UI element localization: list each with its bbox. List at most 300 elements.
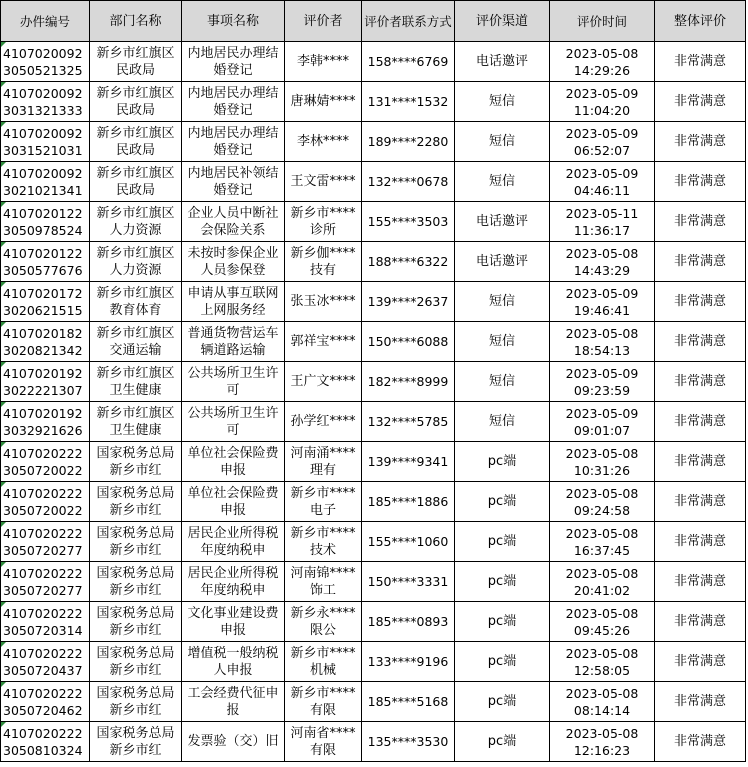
item-name-cell[interactable] — [182, 402, 285, 442]
rating-cell-text: 非常满意 — [673, 574, 726, 589]
evaluator-cell[interactable] — [285, 682, 362, 722]
case-id-cell-text: 41070202223050720277 — [3, 565, 83, 598]
contact-cell-text: 139****9341 — [367, 454, 449, 469]
item-name-cell[interactable] — [182, 602, 285, 642]
item-name-cell-text: 单位社会保险费申报 — [187, 485, 279, 518]
contact-cell-text: 188****6322 — [367, 254, 449, 269]
rating-cell[interactable] — [655, 42, 746, 82]
item-name-cell[interactable] — [182, 562, 285, 602]
case-id-cell[interactable] — [1, 682, 90, 722]
channel-cell[interactable] — [455, 682, 550, 722]
table-row — [1, 322, 746, 362]
rating-cell-text: 非常满意 — [673, 334, 726, 349]
evaluator-cell[interactable] — [285, 642, 362, 682]
contact-cell[interactable] — [362, 282, 455, 322]
channel-cell-text: pc端 — [487, 494, 517, 509]
contact-cell-text: 139****2637 — [367, 294, 449, 309]
department-cell-text: 国家税务总局新乡市红 — [96, 645, 175, 678]
case-id-cell-text: 41070202223050720022 — [3, 485, 83, 518]
eval-clock-time: 14:43:29 — [573, 262, 631, 278]
department-cell[interactable] — [90, 122, 182, 162]
channel-cell-text: pc端 — [487, 534, 517, 549]
item-name-cell[interactable] — [182, 682, 285, 722]
case-id-cell[interactable] — [1, 242, 90, 282]
eval-clock-time: 12:16:23 — [573, 742, 631, 758]
case-id-cell[interactable] — [1, 362, 90, 402]
channel-cell-text: 短信 — [488, 94, 515, 109]
error-flag-icon — [1, 322, 6, 327]
rating-cell-text: 非常满意 — [673, 414, 726, 429]
item-name-cell[interactable] — [182, 642, 285, 682]
eval-time-cell[interactable] — [550, 322, 655, 362]
eval-clock-time: 12:58:05 — [573, 662, 631, 678]
error-flag-icon — [1, 242, 6, 247]
item-name-cell-text: 内地居民办理结婚登记 — [187, 45, 279, 78]
eval-clock-time: 09:23:59 — [573, 382, 631, 398]
item-name-cell[interactable] — [182, 42, 285, 82]
table-row — [1, 522, 746, 562]
channel-cell[interactable] — [455, 162, 550, 202]
header-eval-time: 评价时间 — [550, 1, 655, 42]
eval-time-cell[interactable] — [550, 202, 655, 242]
eval-clock-time: 09:01:07 — [573, 422, 631, 438]
department-cell[interactable] — [90, 402, 182, 442]
item-name-cell-text: 申请从事互联网上网服务经 — [187, 285, 279, 318]
rating-cell[interactable] — [655, 282, 746, 322]
item-name-cell[interactable] — [182, 362, 285, 402]
rating-cell[interactable] — [655, 482, 746, 522]
rating-cell[interactable] — [655, 82, 746, 122]
error-flag-icon — [1, 602, 6, 607]
item-name-cell[interactable] — [182, 322, 285, 362]
item-name-cell-text: 内地居民办理结婚登记 — [187, 125, 279, 158]
evaluator-cell-text: 新乡伽****技有 — [290, 245, 356, 278]
evaluator-cell-text: 新乡市****诊所 — [290, 205, 356, 238]
channel-cell-text: 短信 — [488, 174, 515, 189]
eval-time-cell[interactable] — [550, 402, 655, 442]
case-id-cell[interactable] — [1, 202, 90, 242]
rating-cell[interactable] — [655, 642, 746, 682]
department-cell[interactable] — [90, 242, 182, 282]
rating-cell-text: 非常满意 — [673, 294, 726, 309]
department-cell[interactable] — [90, 722, 182, 762]
eval-time-cell[interactable] — [550, 82, 655, 122]
case-id-cell-text: 41070200923050521325 — [3, 45, 83, 78]
channel-cell[interactable] — [455, 282, 550, 322]
rating-cell[interactable] — [655, 682, 746, 722]
item-name-cell-text: 企业人员中断社会保险关系 — [187, 205, 279, 238]
evaluator-cell[interactable] — [285, 322, 362, 362]
contact-cell-text: 131****1532 — [367, 94, 449, 109]
eval-clock-time: 04:46:11 — [573, 182, 631, 198]
case-id-cell-text: 41070201223050978524 — [3, 205, 83, 238]
channel-cell[interactable] — [455, 242, 550, 282]
eval-date: 2023-05-08 — [565, 45, 639, 61]
table-row — [1, 242, 746, 282]
item-name-cell[interactable] — [182, 202, 285, 242]
table-row — [1, 42, 746, 82]
department-cell-text: 新乡市红旗区交通运输 — [96, 325, 175, 358]
table-row — [1, 602, 746, 642]
evaluator-cell-text: 唐琳婧**** — [290, 94, 356, 109]
rating-cell-text: 非常满意 — [673, 734, 726, 749]
rating-cell[interactable] — [655, 122, 746, 162]
evaluator-cell[interactable] — [285, 282, 362, 322]
contact-cell-text: 132****0678 — [367, 174, 449, 189]
contact-cell[interactable] — [362, 442, 455, 482]
eval-time-cell[interactable] — [550, 282, 655, 322]
contact-cell[interactable] — [362, 122, 455, 162]
eval-date: 2023-05-09 — [565, 405, 639, 421]
eval-time-cell[interactable] — [550, 602, 655, 642]
item-name-cell-text: 工会经费代征申报 — [187, 685, 279, 718]
eval-clock-time: 18:54:13 — [573, 342, 631, 358]
channel-cell-text: 短信 — [488, 374, 515, 389]
contact-cell[interactable] — [362, 362, 455, 402]
department-cell[interactable] — [90, 282, 182, 322]
contact-cell[interactable] — [362, 242, 455, 282]
contact-cell[interactable] — [362, 682, 455, 722]
department-cell[interactable] — [90, 562, 182, 602]
evaluator-cell[interactable] — [285, 122, 362, 162]
table-row — [1, 682, 746, 722]
item-name-cell-text: 内地居民办理结婚登记 — [187, 85, 279, 118]
item-name-cell[interactable] — [182, 522, 285, 562]
case-id-cell[interactable] — [1, 642, 90, 682]
channel-cell[interactable] — [455, 562, 550, 602]
rating-cell[interactable] — [655, 562, 746, 602]
table-body — [1, 42, 746, 762]
evaluator-cell[interactable] — [285, 242, 362, 282]
contact-cell-text: 155****1060 — [367, 534, 449, 549]
department-cell-text: 新乡市红旗区人力资源 — [96, 245, 175, 278]
eval-time-cell[interactable] — [550, 162, 655, 202]
error-flag-icon — [1, 642, 6, 647]
evaluator-cell-text: 张玉冰**** — [290, 294, 356, 309]
item-name-cell-text: 居民企业所得税年度纳税申 — [187, 525, 279, 558]
evaluator-cell[interactable] — [285, 602, 362, 642]
table-row — [1, 282, 746, 322]
channel-cell-text: pc端 — [487, 574, 517, 589]
channel-cell[interactable] — [455, 602, 550, 642]
department-cell[interactable] — [90, 482, 182, 522]
item-name-cell[interactable] — [182, 82, 285, 122]
item-name-cell-text: 增值税一般纳税人申报 — [187, 645, 279, 678]
evaluator-cell[interactable] — [285, 202, 362, 242]
table-row — [1, 562, 746, 602]
contact-cell[interactable] — [362, 42, 455, 82]
eval-time-cell[interactable] — [550, 722, 655, 762]
case-id-cell[interactable] — [1, 122, 90, 162]
channel-cell[interactable] — [455, 202, 550, 242]
header-department: 部门名称 — [90, 1, 182, 42]
case-id-cell-text: 41070202223050720277 — [3, 525, 83, 558]
case-id-cell[interactable] — [1, 82, 90, 122]
rating-cell[interactable] — [655, 442, 746, 482]
eval-date: 2023-05-08 — [565, 685, 639, 701]
case-id-cell[interactable] — [1, 402, 90, 442]
department-cell[interactable] — [90, 42, 182, 82]
table-row — [1, 402, 746, 442]
evaluator-cell[interactable] — [285, 82, 362, 122]
header-case-id: 办件编号 — [1, 1, 90, 42]
eval-time-cell[interactable] — [550, 242, 655, 282]
contact-cell[interactable] — [362, 82, 455, 122]
contact-cell[interactable] — [362, 562, 455, 602]
case-id-cell-text: 41070202223050720462 — [3, 685, 83, 718]
eval-time-cell[interactable] — [550, 362, 655, 402]
item-name-cell-text: 居民企业所得税年度纳税申 — [187, 565, 279, 598]
item-name-cell[interactable] — [182, 482, 285, 522]
case-id-cell[interactable] — [1, 162, 90, 202]
eval-time-cell[interactable] — [550, 442, 655, 482]
evaluator-cell-text: 新乡市****机械 — [290, 645, 356, 678]
eval-date: 2023-05-09 — [565, 85, 639, 101]
eval-clock-time: 14:29:26 — [573, 62, 631, 78]
department-cell[interactable] — [90, 522, 182, 562]
item-name-cell-text: 公共场所卫生许可 — [187, 405, 279, 438]
evaluator-cell-text: 李韩**** — [296, 54, 349, 69]
error-flag-icon — [1, 442, 6, 447]
evaluator-cell-text: 王文雷**** — [290, 174, 356, 189]
case-id-cell-text: 41070200923031521031 — [3, 125, 83, 158]
item-name-cell-text: 发票验（交）旧 — [187, 734, 279, 749]
channel-cell[interactable] — [455, 442, 550, 482]
eval-clock-time: 09:24:58 — [573, 502, 631, 518]
rating-cell[interactable] — [655, 402, 746, 442]
evaluator-cell-text: 河南省****有限 — [290, 725, 356, 758]
rating-cell-text: 非常满意 — [673, 54, 726, 69]
contact-cell[interactable] — [362, 522, 455, 562]
error-flag-icon — [1, 402, 6, 407]
case-id-cell[interactable] — [1, 282, 90, 322]
department-cell[interactable] — [90, 202, 182, 242]
channel-cell-text: 短信 — [488, 334, 515, 349]
item-name-cell[interactable] — [182, 122, 285, 162]
case-id-cell-text: 41070202223050720314 — [3, 605, 83, 638]
channel-cell[interactable] — [455, 82, 550, 122]
eval-time-cell[interactable] — [550, 522, 655, 562]
evaluator-cell-text: 李林**** — [296, 134, 349, 149]
department-cell[interactable] — [90, 82, 182, 122]
department-cell-text: 国家税务总局新乡市红 — [96, 445, 175, 478]
case-id-cell-text: 41070200923031321333 — [3, 85, 83, 118]
contact-cell-text: 182****8999 — [367, 374, 449, 389]
eval-time-cell[interactable] — [550, 122, 655, 162]
contact-cell-text: 150****6088 — [367, 334, 449, 349]
eval-date: 2023-05-08 — [565, 245, 639, 261]
evaluator-cell-text: 郭祥宝**** — [290, 334, 356, 349]
channel-cell[interactable] — [455, 362, 550, 402]
error-flag-icon — [1, 482, 6, 487]
rating-cell-text: 非常满意 — [673, 694, 726, 709]
item-name-cell-text: 普通货物营运车辆道路运输 — [187, 325, 279, 358]
evaluator-cell[interactable] — [285, 562, 362, 602]
eval-date: 2023-05-08 — [565, 525, 639, 541]
item-name-cell[interactable] — [182, 442, 285, 482]
contact-cell[interactable] — [362, 722, 455, 762]
case-id-cell[interactable] — [1, 562, 90, 602]
eval-date: 2023-05-09 — [565, 165, 639, 181]
evaluator-cell-text: 王广文**** — [290, 374, 356, 389]
error-flag-icon — [1, 522, 6, 527]
table-row — [1, 122, 746, 162]
evaluator-cell[interactable] — [285, 162, 362, 202]
case-id-cell[interactable] — [1, 322, 90, 362]
channel-cell-text: 短信 — [488, 414, 515, 429]
eval-time-cell[interactable] — [550, 642, 655, 682]
rating-cell-text: 非常满意 — [673, 214, 726, 229]
error-flag-icon — [1, 562, 6, 567]
rating-cell-text: 非常满意 — [673, 134, 726, 149]
eval-clock-time: 09:45:26 — [573, 622, 631, 638]
contact-cell[interactable] — [362, 602, 455, 642]
rating-cell-text: 非常满意 — [673, 494, 726, 509]
department-cell[interactable] — [90, 322, 182, 362]
case-id-cell-text: 41070201923022221307 — [3, 365, 83, 398]
table-row — [1, 362, 746, 402]
case-id-cell-text: 41070202223050720437 — [3, 645, 83, 678]
error-flag-icon — [1, 202, 6, 207]
department-cell-text: 新乡市红旗区民政局 — [96, 85, 175, 118]
evaluator-cell[interactable] — [285, 522, 362, 562]
rating-cell[interactable] — [655, 162, 746, 202]
eval-clock-time: 20:41:02 — [573, 582, 631, 598]
channel-cell[interactable] — [455, 722, 550, 762]
case-id-cell-text: 41070202223050810324 — [3, 725, 83, 758]
channel-cell-text: pc端 — [487, 654, 517, 669]
eval-time-cell[interactable] — [550, 482, 655, 522]
channel-cell-text: 电话邀评 — [475, 214, 528, 229]
eval-time-cell[interactable] — [550, 682, 655, 722]
error-flag-icon — [1, 82, 6, 87]
eval-time-cell[interactable] — [550, 562, 655, 602]
contact-cell-text: 185****5168 — [367, 694, 449, 709]
item-name-cell[interactable] — [182, 242, 285, 282]
item-name-cell[interactable] — [182, 282, 285, 322]
eval-date: 2023-05-08 — [565, 325, 639, 341]
channel-cell[interactable] — [455, 522, 550, 562]
contact-cell[interactable] — [362, 322, 455, 362]
department-cell[interactable] — [90, 162, 182, 202]
rating-cell[interactable] — [655, 242, 746, 282]
contact-cell[interactable] — [362, 642, 455, 682]
channel-cell[interactable] — [455, 402, 550, 442]
case-id-cell[interactable] — [1, 42, 90, 82]
item-name-cell[interactable] — [182, 722, 285, 762]
department-cell[interactable] — [90, 362, 182, 402]
rating-cell-text: 非常满意 — [673, 614, 726, 629]
item-name-cell-text: 文化事业建设费申报 — [187, 605, 279, 638]
rating-cell-text: 非常满意 — [673, 654, 726, 669]
header-item-name: 事项名称 — [182, 1, 285, 42]
rating-cell[interactable] — [655, 322, 746, 362]
rating-cell-text: 非常满意 — [673, 174, 726, 189]
evaluator-cell[interactable] — [285, 722, 362, 762]
contact-cell-text: 132****5785 — [367, 414, 449, 429]
contact-cell-text: 135****3530 — [367, 734, 449, 749]
channel-cell-text: pc端 — [487, 454, 517, 469]
channel-cell[interactable] — [455, 482, 550, 522]
header-overall-rating: 整体评价 — [655, 1, 746, 42]
channel-cell[interactable] — [455, 322, 550, 362]
department-cell-text: 新乡市红旗区人力资源 — [96, 205, 175, 238]
case-id-cell-text: 41070201723020621515 — [3, 285, 83, 318]
evaluator-cell[interactable] — [285, 402, 362, 442]
eval-clock-time: 08:14:14 — [573, 702, 631, 718]
evaluator-cell[interactable] — [285, 482, 362, 522]
channel-cell-text: 短信 — [488, 294, 515, 309]
case-id-cell[interactable] — [1, 722, 90, 762]
table-row — [1, 642, 746, 682]
item-name-cell-text: 公共场所卫生许可 — [187, 365, 279, 398]
rating-cell[interactable] — [655, 522, 746, 562]
department-cell-text: 国家税务总局新乡市红 — [96, 685, 175, 718]
case-id-cell[interactable] — [1, 602, 90, 642]
contact-cell[interactable] — [362, 482, 455, 522]
eval-date: 2023-05-08 — [565, 485, 639, 501]
case-id-cell-text: 41070200923021021341 — [3, 165, 83, 198]
rating-cell[interactable] — [655, 602, 746, 642]
department-cell[interactable] — [90, 682, 182, 722]
item-name-cell[interactable] — [182, 162, 285, 202]
contact-cell[interactable] — [362, 162, 455, 202]
contact-cell-text: 185****1886 — [367, 494, 449, 509]
department-cell-text: 国家税务总局新乡市红 — [96, 525, 175, 558]
evaluator-cell-text: 新乡市****电子 — [290, 485, 356, 518]
rating-cell-text: 非常满意 — [673, 534, 726, 549]
eval-date: 2023-05-11 — [565, 205, 639, 221]
eval-clock-time: 16:37:45 — [573, 542, 631, 558]
eval-date: 2023-05-08 — [565, 725, 639, 741]
case-id-cell[interactable] — [1, 482, 90, 522]
contact-cell-text: 150****3331 — [367, 574, 449, 589]
error-flag-icon — [1, 682, 6, 687]
rating-cell[interactable] — [655, 202, 746, 242]
eval-time-cell[interactable] — [550, 42, 655, 82]
channel-cell[interactable] — [455, 642, 550, 682]
case-id-cell[interactable] — [1, 442, 90, 482]
evaluator-cell-text: 河南涌****理有 — [290, 445, 356, 478]
rating-cell[interactable] — [655, 722, 746, 762]
department-cell[interactable] — [90, 642, 182, 682]
contact-cell[interactable] — [362, 402, 455, 442]
department-cell-text: 新乡市红旗区卫生健康 — [96, 405, 175, 438]
department-cell[interactable] — [90, 602, 182, 642]
department-cell[interactable] — [90, 442, 182, 482]
contact-cell[interactable] — [362, 202, 455, 242]
evaluator-cell[interactable] — [285, 442, 362, 482]
channel-cell[interactable] — [455, 122, 550, 162]
channel-cell[interactable] — [455, 42, 550, 82]
evaluator-cell[interactable] — [285, 42, 362, 82]
table-row — [1, 722, 746, 762]
error-flag-icon — [1, 122, 6, 127]
table-row — [1, 482, 746, 522]
rating-cell[interactable] — [655, 362, 746, 402]
contact-cell-text: 185****0893 — [367, 614, 449, 629]
rating-cell-text: 非常满意 — [673, 94, 726, 109]
contact-cell-text: 133****9196 — [367, 654, 449, 669]
department-cell-text: 新乡市红旗区民政局 — [96, 165, 175, 198]
rating-cell-text: 非常满意 — [673, 454, 726, 469]
eval-clock-time: 11:36:17 — [573, 222, 631, 238]
error-flag-icon — [1, 42, 6, 47]
evaluator-cell-text: 河南锦****饰工 — [290, 565, 356, 598]
channel-cell-text: 电话邀评 — [475, 54, 528, 69]
case-id-cell[interactable] — [1, 522, 90, 562]
evaluator-cell[interactable] — [285, 362, 362, 402]
